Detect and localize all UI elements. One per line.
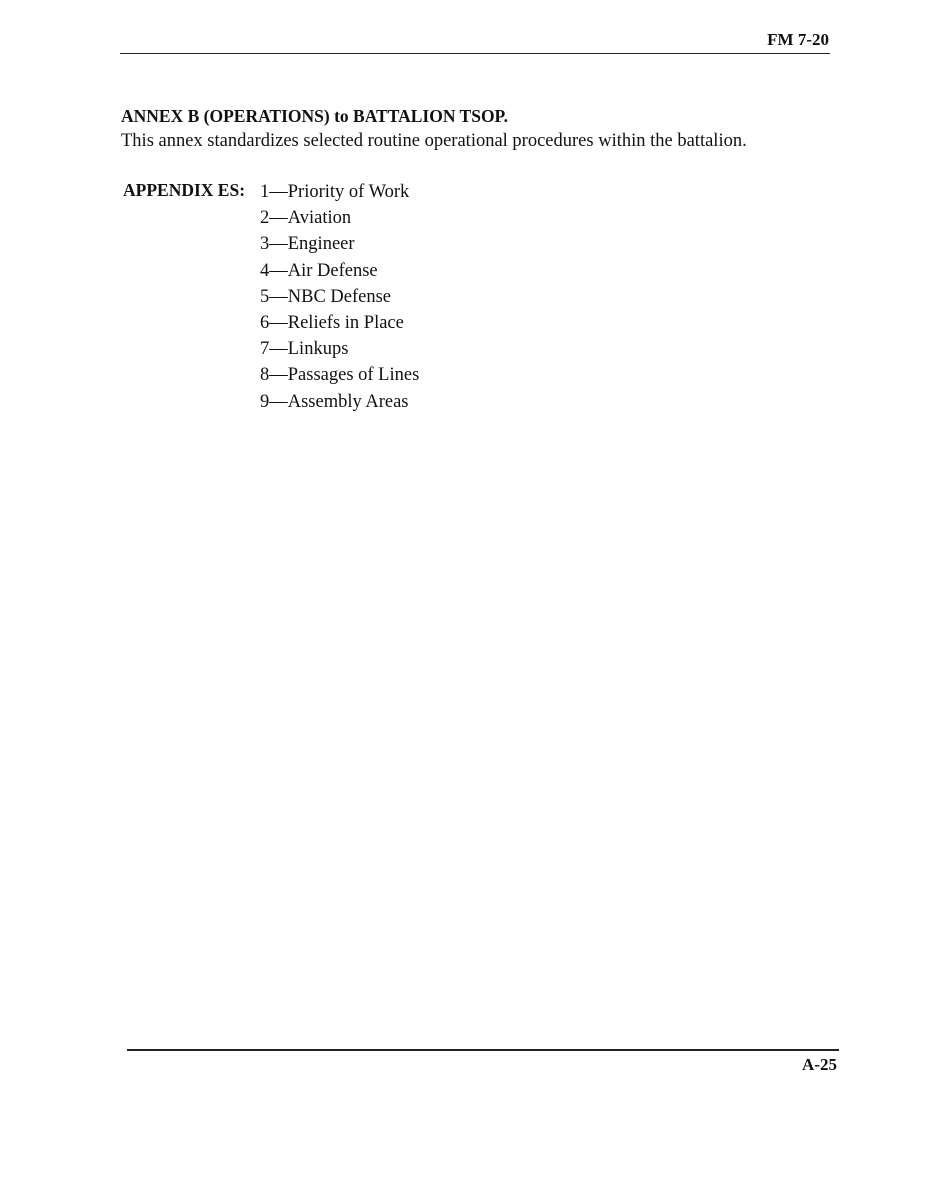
annex-title: ANNEX B (OPERATIONS) to BATTALION TSOP. [121, 106, 509, 126]
document-id: FM 7-20 [767, 30, 829, 49]
appendix-item: 2—Aviation [260, 208, 352, 229]
appendix-item: 4—Air Defense [260, 260, 378, 281]
appendix-label: APPENDIX ES: [123, 180, 246, 200]
appendix-list [260, 180, 419, 416]
page-number: A-25 [802, 1055, 837, 1074]
header-divider [120, 53, 830, 54]
appendix-item: 7—Linkups [260, 339, 349, 360]
appendix-item: 3—Engineer [260, 234, 355, 255]
appendix-item: 6—Reliefs in Place [260, 312, 404, 333]
appendix-item: 5—NBC Defense [260, 286, 392, 307]
appendix-item: 8—Passages of Lines [260, 365, 420, 386]
appendix-item: 1—Priority of Work [260, 182, 410, 202]
footer-divider [127, 1049, 839, 1051]
appendix-item: 9—Assembly Areas [260, 391, 409, 412]
annex-description: This annex standardizes selected routine operational procedures within the battalion. [121, 131, 747, 151]
